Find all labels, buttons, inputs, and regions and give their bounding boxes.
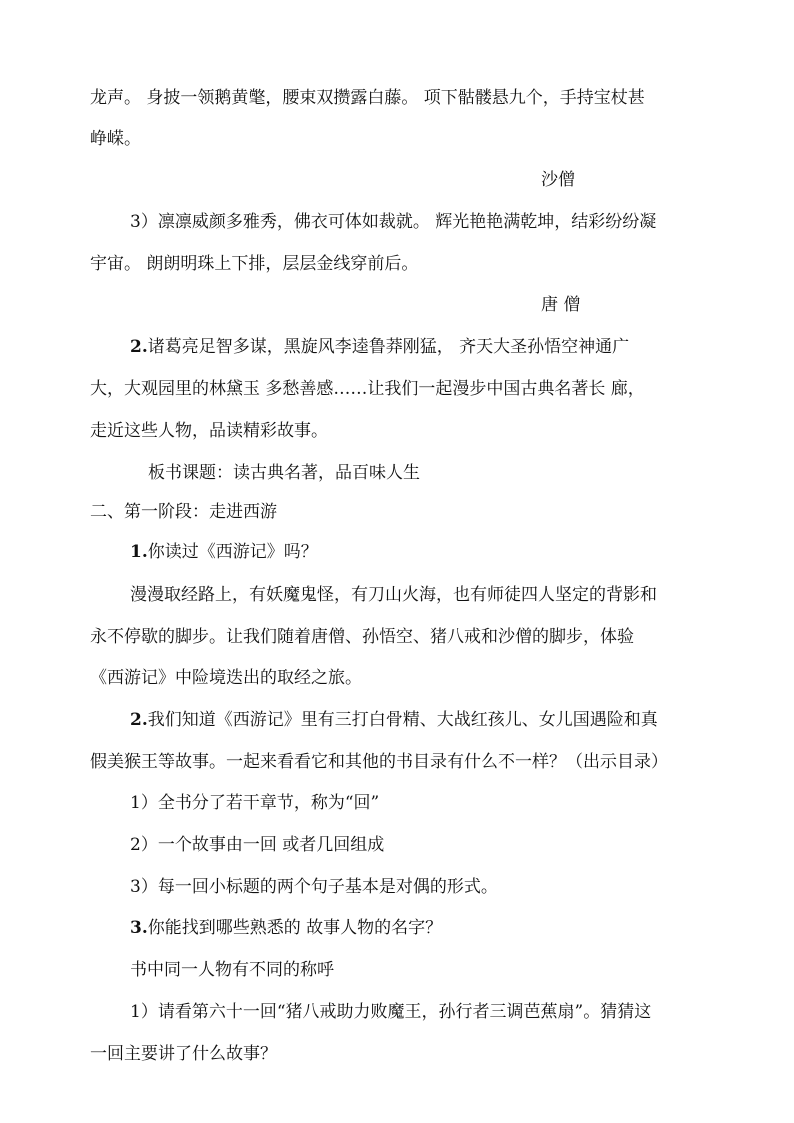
item-number: 1. bbox=[130, 542, 148, 562]
text-line: 峥嵘。 bbox=[90, 129, 141, 149]
text-line: 一回主要讲了什么故事？ bbox=[90, 1044, 277, 1064]
text-line: 书中同一人物有不同的称呼 bbox=[130, 960, 334, 980]
section-heading: 二、第一阶段：走进西游 bbox=[90, 502, 277, 522]
text-line bbox=[130, 540, 318, 564]
text-line: 宇宙。 朗朗明珠上下排，层层金线穿前后。 bbox=[90, 254, 419, 274]
text-line bbox=[130, 916, 442, 940]
text-line: 龙声。 身披一领鹅黄氅，腰束双攒露白藤。 项下骷髅悬九个，手持宝杖甚 bbox=[90, 88, 645, 108]
text-line: 3）凛凛威颜多雅秀，佛衣可体如裁就。 辉光艳艳满乾坤，结彩纷纷凝 bbox=[130, 212, 657, 232]
list-item: 1）全书分了若干章节，称为“回” bbox=[130, 793, 380, 813]
caption-tangseng: 唐 僧 bbox=[541, 295, 581, 315]
text-line bbox=[130, 708, 658, 732]
item-text: 你读过《西游记》吗？ bbox=[147, 542, 318, 562]
item-text: 你能找到哪些熟悉的 故事人物的名字？ bbox=[147, 918, 443, 938]
list-item: 2）一个故事由一回 或者几回组成 bbox=[130, 835, 385, 855]
text-line: 大，大观园里的林黛玉 多愁善感……让我们一起漫步中国古典名著长 廊， bbox=[90, 379, 645, 399]
text-line: 假美猴王等故事。一起来看看它和其他的书目录有什么不一样？（出示目录） bbox=[90, 752, 668, 772]
text-line: 永不停歇的脚步。让我们随着唐僧、孙悟空、猪八戒和沙僧的脚步，体验 bbox=[90, 627, 634, 647]
item-number: 3. bbox=[130, 918, 148, 938]
text-line: 走近这些人物，品读精彩故事。 bbox=[90, 421, 328, 441]
text-line: 《西游记》中险境迭出的取经之旅。 bbox=[90, 668, 362, 688]
board-title: 板书课题：读古典名著，品百味人生 bbox=[148, 463, 420, 483]
text-line bbox=[130, 335, 629, 359]
list-item: 3）每一回小标题的两个句子基本是对偶的形式。 bbox=[130, 877, 498, 897]
caption-shaseng: 沙僧 bbox=[541, 170, 575, 190]
item-text: 诸葛亮足智多谋，黑旋风李逵鲁莽刚猛， 齐天大圣孙悟空神通广 bbox=[147, 337, 630, 357]
text-line: 漫漫取经路上，有妖魔鬼怪，有刀山火海，也有师徒四人坚定的背影和 bbox=[130, 585, 657, 605]
list-item: 1）请看第六十一回“猪八戒助力败魔王，孙行者三调芭蕉扇”。猜猜这 bbox=[130, 1002, 652, 1022]
item-number: 2. bbox=[130, 337, 148, 357]
item-number: 2. bbox=[130, 710, 148, 730]
item-text: 我们知道《西游记》里有三打白骨精、大战红孩儿、女儿国遇险和真 bbox=[147, 710, 658, 730]
